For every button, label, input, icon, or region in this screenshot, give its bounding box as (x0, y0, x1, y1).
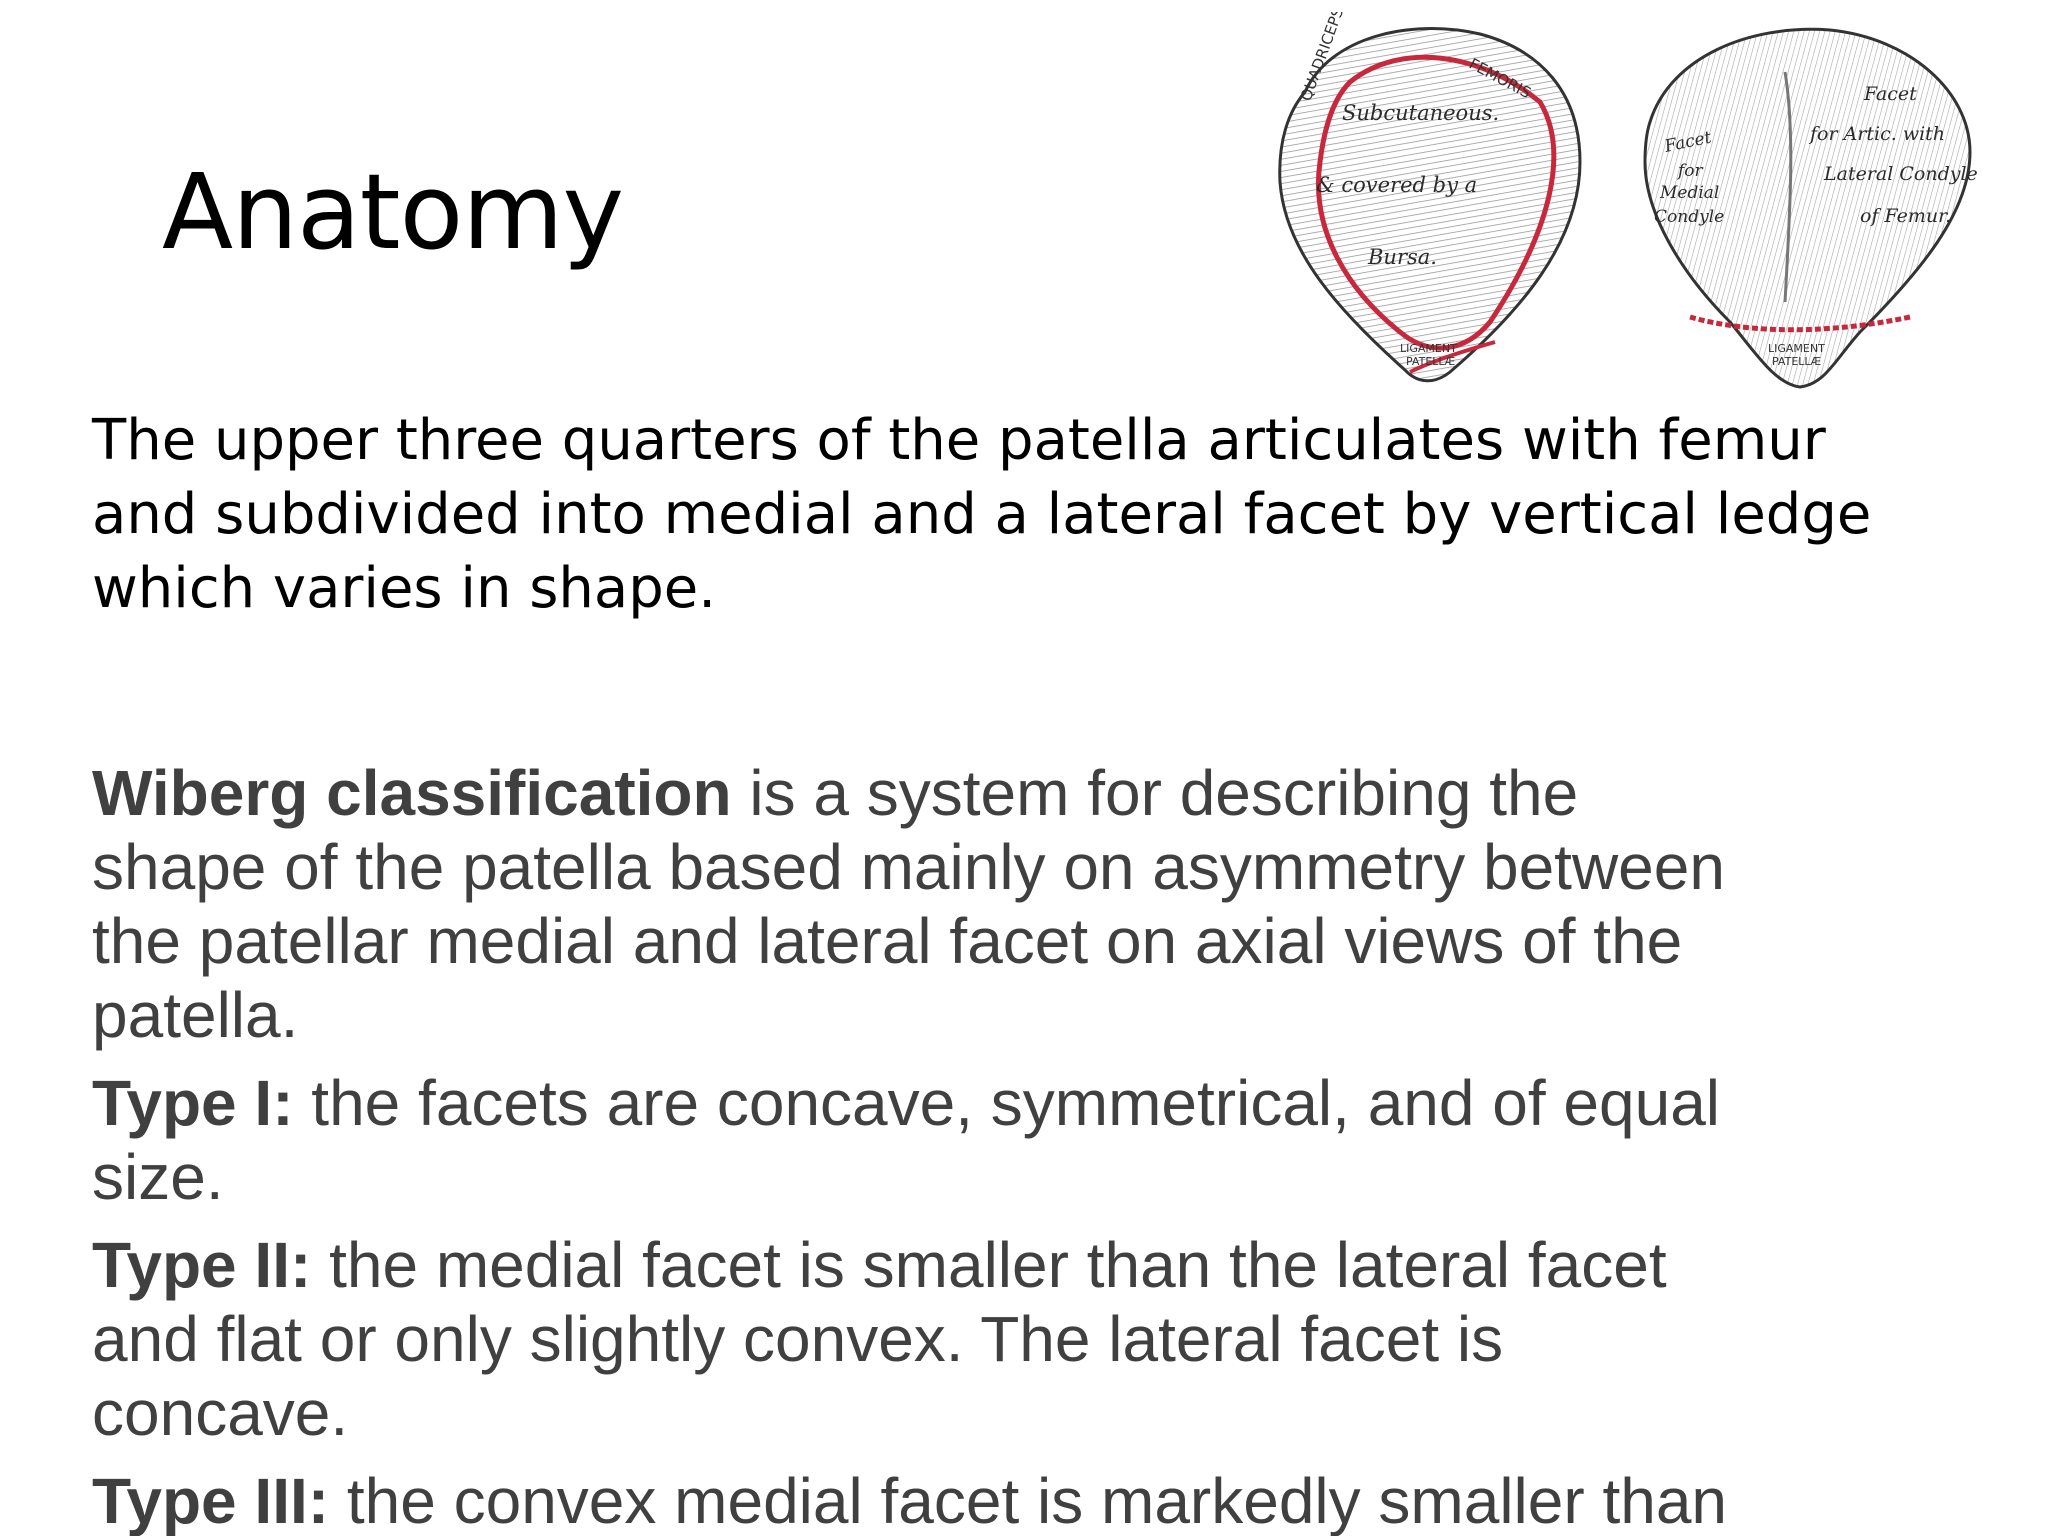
svg-text:PATELLÆ: PATELLÆ (1406, 355, 1456, 368)
slide-title: Anatomy (162, 151, 624, 273)
svg-text:PATELLÆ: PATELLÆ (1772, 355, 1822, 368)
type-1-paragraph: Type I: the facets are concave, symmetrical, and of equal size. (92, 1067, 1720, 1213)
type-2-paragraph: Type II: the medial facet is smaller than the lateral facet and flat or only slightly convex. The lateral facet is concave. (92, 1229, 1667, 1449)
svg-text:Lateral Condyle: Lateral Condyle (1824, 163, 1978, 185)
svg-text:Bursa.: Bursa. (1368, 245, 1437, 269)
intro-paragraph (92, 404, 1892, 626)
patella-illustration (1250, 12, 1980, 392)
svg-text:LIGAMENT: LIGAMENT (1768, 342, 1825, 355)
type-1-label: Type I: (92, 1067, 294, 1139)
type-2-label: Type II: (92, 1229, 312, 1301)
svg-text:LIGAMENT: LIGAMENT (1400, 342, 1457, 355)
wiberg-term: Wiberg classification (92, 757, 732, 829)
svg-text:for: for (1678, 161, 1703, 181)
svg-text:Medial: Medial (1660, 183, 1720, 203)
svg-text:QUADRICEPS: QUADRICEPS (1296, 12, 1348, 104)
svg-text:Facet: Facet (1662, 127, 1714, 157)
svg-text:Facet: Facet (1864, 83, 1917, 105)
svg-text:for Artic. with: for Artic. with (1810, 123, 1946, 145)
patella-posterior-view (1645, 29, 1978, 387)
intro-line: and subdivided into medial and a lateral facet by vertical ledge (92, 482, 1872, 547)
svg-text:& covered by a: & covered by a (1316, 173, 1478, 197)
patella-anterior-view (1280, 12, 1580, 381)
classification-text (92, 756, 1972, 1536)
type-3-paragraph: Type III: the convex medial facet is markedly smaller than (92, 1465, 1727, 1536)
wiberg-paragraph: Wiberg classification is a system for describing the shape of the patella based mainly on asymmetry between the patellar medial and lateral facet on axial views of the patella. (92, 757, 1725, 1051)
svg-text:Subcutaneous.: Subcutaneous. (1342, 101, 1500, 125)
svg-text:of Femur.: of Femur. (1860, 205, 1952, 227)
svg-text:FEMORIS: FEMORIS (1466, 54, 1534, 103)
intro-line: which varies in shape. (92, 556, 717, 621)
svg-text:Condyle: Condyle (1654, 207, 1725, 227)
type-3-label: Type III: (92, 1465, 330, 1536)
intro-line: The upper three quarters of the patella articulates with femur (92, 408, 1826, 473)
